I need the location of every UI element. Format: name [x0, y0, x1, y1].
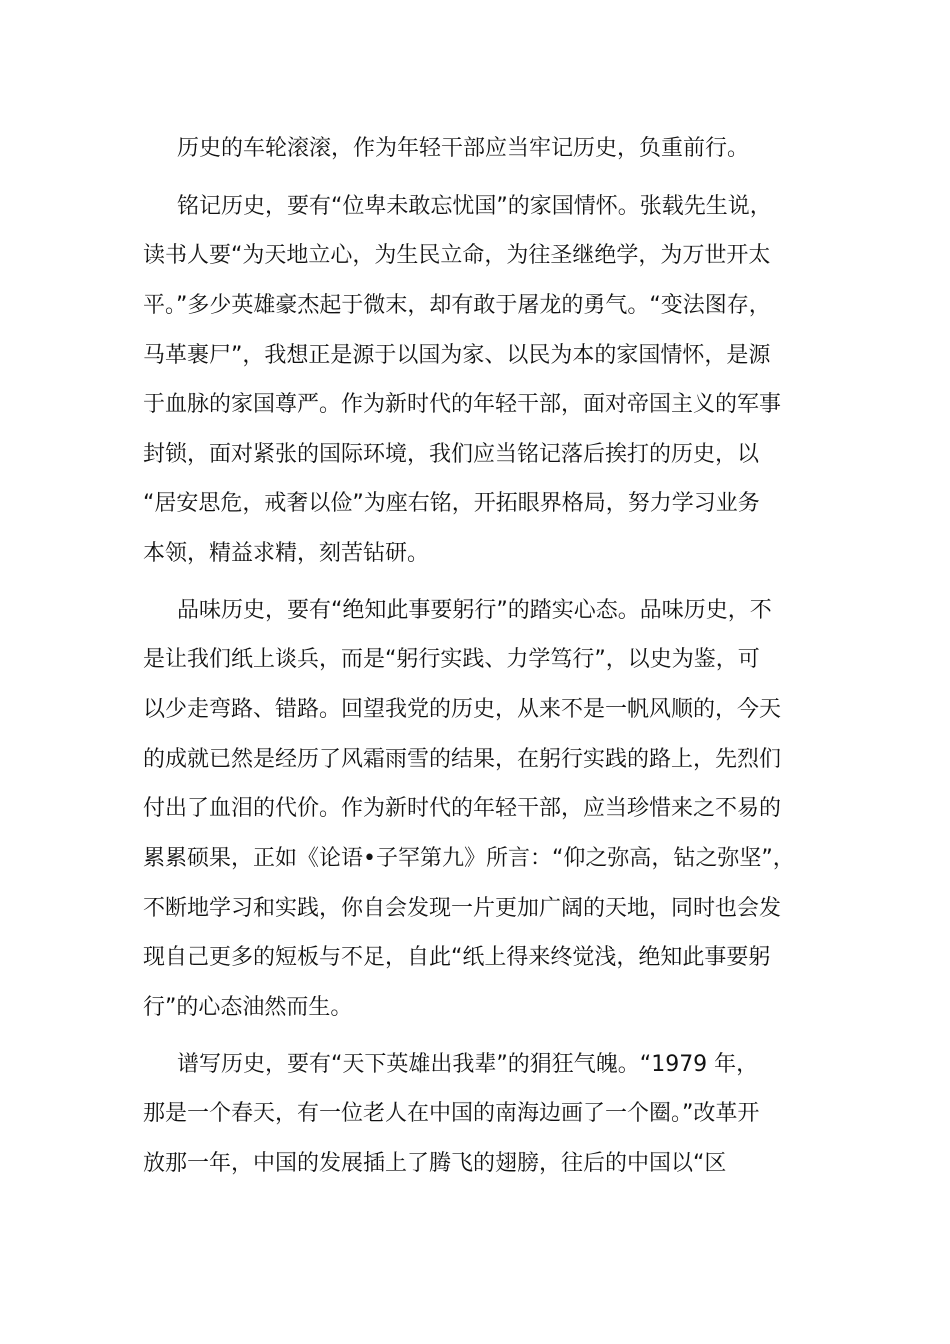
- paragraph-3-line-4: 的成就已然是经历了风霜雨雪的结果，在躬行实践的路上，先烈们: [143, 747, 782, 772]
- paragraph-3-line-9: 行”的心态油然而生。: [143, 995, 353, 1020]
- paragraph-3-line-7: 不断地学习和实践，你自会发现一片更加广阔的天地，同时也会发: [143, 896, 782, 921]
- paragraph-3-line-1: 品味历史，要有“绝知此事要躬行”的踏实心态。品味历史，不: [177, 598, 772, 623]
- paragraph-3-line-5: 付出了血泪的代价。作为新时代的年轻干部，应当珍惜来之不易的: [143, 796, 782, 821]
- paragraph-3-line-2: 是让我们纸上谈兵，而是“躬行实践、力学笃行”，以史为鉴，可: [143, 647, 760, 672]
- paragraph-2-line-5: 于血脉的家国尊严。作为新时代的年轻干部，面对帝国主义的军事: [143, 392, 782, 417]
- paragraph-2-line-8: 本领，精益求精，刻苦钻研。: [143, 541, 430, 566]
- paragraph-2-line-2: 读书人要“为天地立心，为生民立命，为往圣继绝学，为万世开太: [143, 243, 771, 268]
- paragraph-4-line-1: 谱写历史，要有“天下英雄出我辈”的狷狂气魄。“1979 年，: [177, 1052, 759, 1077]
- paragraph-2-line-4: 马革裹尸”，我想正是源于以国为家、以民为本的家国情怀，是源: [143, 343, 771, 368]
- paragraph-2-line-6: 封锁，面对紧张的国际环境，我们应当铭记落后挨打的历史，以: [143, 442, 760, 467]
- paragraph-3-line-6: 累累硕果，正如《论语•子罕第九》所言：“仰之弥高，钻之弥坚”，: [143, 846, 795, 871]
- paragraph-2-line-7: “居安思危，戒奢以俭”为座右铭，开拓眼界格局，努力学习业务: [143, 491, 760, 516]
- paragraph-3-line-8: 现自己更多的短板与不足，自此“纸上得来终觉浅，绝知此事要躬: [143, 945, 771, 970]
- paragraph-2-line-3: 平。”多少英雄豪杰起于微末，却有敢于屠龙的勇气。“变法图存，: [143, 293, 771, 318]
- paragraph-4-line-3: 放那一年，中国的发展插上了腾飞的翅膀，往后的中国以“区: [143, 1151, 727, 1176]
- paragraph-1-line-1: 历史的车轮滚滚，作为年轻干部应当牢记历史，负重前行。: [177, 136, 750, 161]
- paragraph-2-line-1: 铭记历史，要有“位卑未敢忘忧国”的家国情怀。张载先生说，: [177, 194, 772, 219]
- paragraph-3-line-3: 以少走弯路、错路。回望我党的历史，从来不是一帆风顺的，今天: [143, 697, 782, 722]
- paragraph-4-line-2: 那是一个春天，有一位老人在中国的南海边画了一个圈。”改革开: [143, 1101, 760, 1126]
